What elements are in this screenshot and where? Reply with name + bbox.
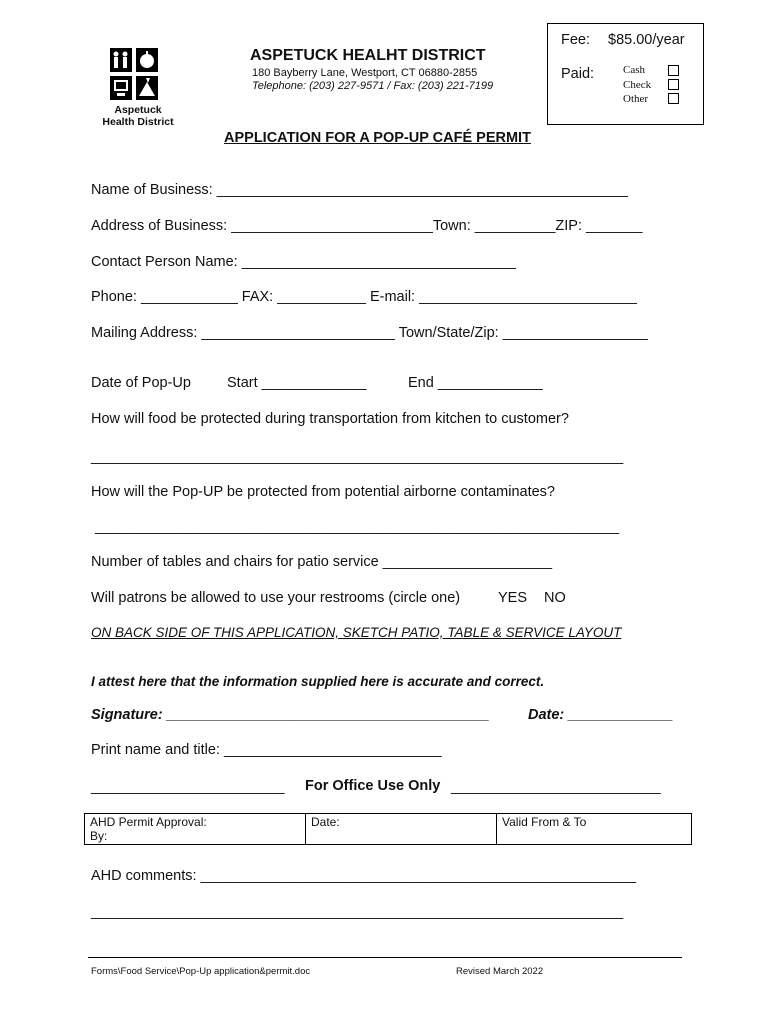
approval-cell[interactable]: [85, 814, 306, 845]
valid-from-to-label: Valid From & To: [502, 815, 587, 829]
restrooms-question: Will patrons be allowed to use your restrooms (circle one): [91, 590, 461, 606]
ahd-comments-field[interactable]: AHD comments: ______________________________________________________: [91, 868, 637, 884]
valid-cell[interactable]: [497, 814, 692, 845]
payment-check-label: Check: [623, 79, 652, 91]
attest-statement: I attest here that the information supplied here is accurate and correct.: [91, 674, 545, 689]
payment-check-checkbox[interactable]: [668, 79, 679, 90]
signature-date-field[interactable]: Date: _____________: [528, 707, 674, 723]
business-address-field[interactable]: Address of Business: _________________________Town: __________ZIP: _______: [91, 218, 643, 234]
paid-label: Paid:: [561, 66, 595, 82]
fee-value: $85.00/year: [608, 32, 685, 48]
footer-file-path: Forms\Food Service\Pop-Up application&permit.doc: [91, 966, 311, 977]
airborne-answer-line[interactable]: _________________________________________________________________: [91, 519, 620, 535]
office-use-heading: For Office Use Only: [305, 778, 441, 794]
org-telephone: Telephone: (203) 227-9571 / Fax: (203) 221-7199: [252, 80, 494, 92]
contact-person-field[interactable]: Contact Person Name: __________________________________: [91, 254, 516, 270]
tables-chairs-field[interactable]: Number of tables and chairs for patio service _____________________: [91, 554, 553, 570]
by-label: By:: [90, 829, 108, 843]
end-date-field[interactable]: End _____________: [408, 375, 543, 391]
transport-answer-line[interactable]: __________________________________________________________________: [91, 449, 624, 465]
fee-label: Fee:: [561, 32, 591, 48]
footer-revised: Revised March 2022: [456, 966, 544, 977]
approval-label: AHD Permit Approval:: [90, 815, 207, 829]
office-right-rule: __________________________: [451, 779, 661, 795]
airborne-question: How will the Pop-UP be protected from potential airborne contaminates?: [91, 484, 555, 500]
mailing-address-field[interactable]: Mailing Address: ________________________ Town/State/Zip: __________________: [91, 325, 648, 341]
payment-cash-label: Cash: [623, 64, 645, 76]
start-date-field[interactable]: Start _____________: [227, 375, 367, 391]
org-address: 180 Bayberry Lane, Westport, CT 06880-2855: [252, 67, 478, 79]
payment-cash-checkbox[interactable]: [668, 65, 679, 76]
print-name-field[interactable]: Print name and title: ___________________________: [91, 742, 442, 758]
transport-question: How will food be protected during transportation from kitchen to customer?: [91, 411, 569, 427]
restrooms-no-option[interactable]: NO: [544, 590, 566, 606]
payment-other-checkbox[interactable]: [668, 93, 679, 104]
back-side-note: ON BACK SIDE OF THIS APPLICATION, SKETCH PATIO, TABLE & SERVICE LAYOUT: [91, 625, 622, 640]
office-use-table: [84, 813, 692, 845]
payment-other-label: Other: [623, 93, 649, 105]
phone-fax-email-field[interactable]: Phone: ____________ FAX: ___________ E-mail: ___________________________: [91, 289, 637, 305]
business-name-field[interactable]: Name of Business: ___________________________________________________: [91, 182, 628, 198]
org-name: ASPETUCK HEALHT DISTRICT: [250, 47, 486, 64]
office-date-label: Date:: [311, 815, 340, 829]
logo-text-line-1: Aspetuck: [114, 104, 162, 116]
fee-box: [547, 23, 704, 125]
logo-icon: [110, 48, 158, 100]
logo-text-line-2: Health District: [102, 116, 174, 128]
signature-field[interactable]: Signature: ________________________________________: [91, 707, 490, 723]
restrooms-yes-option[interactable]: YES: [498, 590, 528, 606]
footer-divider: [88, 957, 682, 958]
form-title: APPLICATION FOR A POP-UP CAFÉ PERMIT: [224, 130, 531, 146]
office-left-rule: ________________________: [91, 779, 285, 795]
date-of-popup-label: Date of Pop-Up: [91, 375, 191, 391]
health-district-logo: [98, 46, 178, 136]
ahd-comments-line-2[interactable]: __________________________________________________________________: [91, 904, 624, 920]
date-cell[interactable]: [306, 814, 497, 845]
